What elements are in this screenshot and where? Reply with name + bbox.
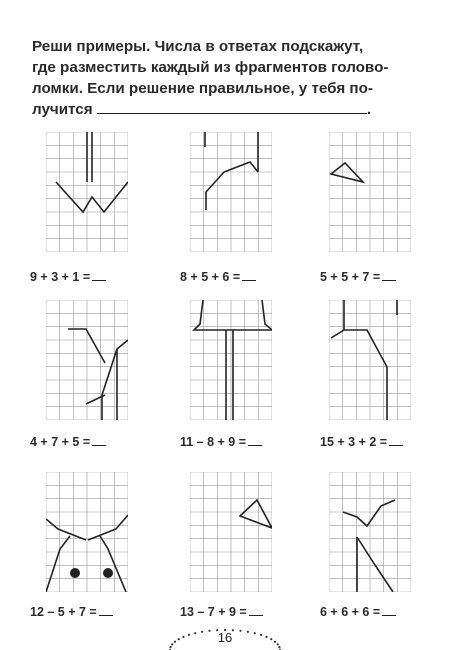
puzzle-expression-6: 15 + 3 + 2 = (320, 435, 403, 449)
puzzle-grid-8 (190, 472, 272, 592)
puzzle-grid-5 (190, 300, 272, 420)
puzzle-grid-2 (190, 132, 272, 252)
answer-blank[interactable] (242, 270, 256, 281)
puzzle-grid-4 (46, 300, 128, 420)
answer-blank[interactable] (99, 605, 113, 616)
puzzle-grid-9 (329, 472, 411, 592)
answer-blank[interactable] (249, 605, 263, 616)
puzzle-expression-2: 8 + 5 + 6 = (180, 270, 256, 284)
puzzle-grid-3 (329, 132, 411, 252)
puzzle-grid-1 (46, 132, 128, 252)
eye-left-icon (70, 568, 80, 578)
instructions-line-1: Реши примеры. Числа в ответах подскажут, (32, 38, 364, 55)
puzzle-expression-1: 9 + 3 + 1 = (30, 270, 106, 284)
puzzle-grid-6 (329, 300, 411, 420)
instructions (32, 36, 424, 120)
answer-blank[interactable] (382, 270, 396, 281)
instructions-line-3: ломки. Если решение правильное, у тебя по- (32, 80, 373, 97)
answer-blank[interactable] (248, 435, 262, 446)
instructions-line-2: где разместить каждый из фрагментов голово- (32, 59, 389, 76)
puzzle-expression-3: 5 + 5 + 7 = (320, 270, 396, 284)
puzzle-grid-7 (46, 472, 128, 592)
answer-line[interactable] (97, 101, 367, 114)
answer-blank[interactable] (389, 435, 403, 446)
instructions-line-4: лучится . (32, 101, 372, 118)
puzzle-expression-4: 4 + 7 + 5 = (30, 435, 106, 449)
puzzle-expression-9: 6 + 6 + 6 = (320, 605, 396, 619)
answer-blank[interactable] (92, 435, 106, 446)
answer-blank[interactable] (92, 270, 106, 281)
answer-blank[interactable] (382, 605, 396, 616)
puzzle-expression-7: 12 – 5 + 7 = (30, 605, 113, 619)
puzzle-expression-8: 13 – 7 + 9 = (180, 605, 263, 619)
puzzle-expression-5: 11 – 8 + 9 = (180, 435, 262, 449)
page-number: 16 (217, 630, 233, 645)
eye-right-icon (103, 568, 113, 578)
